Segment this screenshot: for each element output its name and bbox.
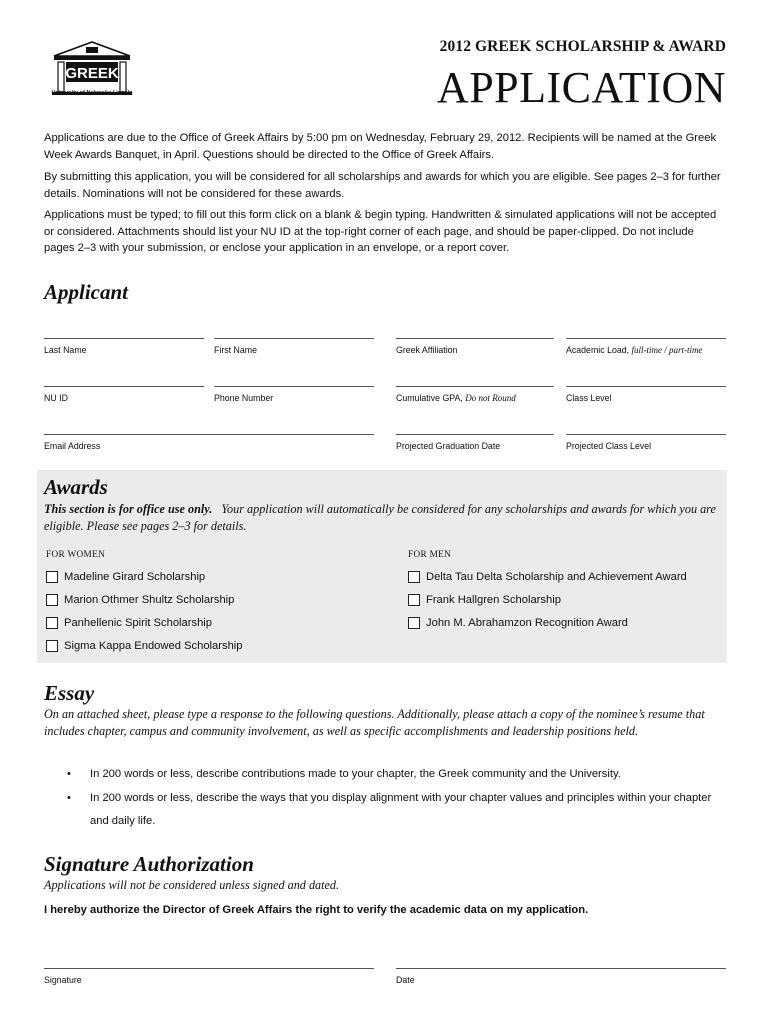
applicant-heading: Applicant [44, 280, 129, 304]
date-label: Date [396, 975, 415, 985]
checkbox[interactable] [46, 617, 58, 629]
award-checkbox-item[interactable]: Madeline Girard Scholarship [46, 571, 205, 583]
for-men-heading: FOR MEN [408, 550, 452, 560]
last-name-label: Last Name [44, 345, 87, 355]
checkbox[interactable] [408, 617, 420, 629]
form-title: APPLICATION [436, 63, 726, 112]
checkbox[interactable] [46, 640, 58, 652]
projected-class-level-field[interactable] [566, 434, 726, 451]
checkbox[interactable] [46, 571, 58, 583]
logo-caption: University of Nebraska-Lincoln [51, 90, 133, 96]
signature-subheading: Applications will not be considered unless signed and dated. [44, 878, 340, 892]
awards-description: This section is for office use only. Your application will automatically be considered for any scholarships and awards for which you are eligible. Please see pages 2–3 for details. [44, 502, 716, 533]
award-checkbox-item[interactable]: Frank Hallgren Scholarship [408, 594, 561, 606]
checkbox[interactable] [46, 594, 58, 606]
email-address-label: Email Address [44, 441, 101, 451]
last-name-field[interactable] [44, 338, 204, 355]
office-use-note: This section is for office use only. [44, 502, 213, 516]
graduation-date-label: Projected Graduation Date [396, 441, 501, 451]
phone-number-label: Phone Number [214, 393, 274, 403]
intro-paragraph-instructions: Applications must be typed; to fill out this form click on a blank & begin typing. Handwritten & simulated applications will not be accepted or considered. Attachments should list your NU ID at the top-right corner of each page, and should be paper-clipped. Do not include pages 2–3 with your submission, or enclose your application in an envelope, or a report cover. [44, 209, 717, 254]
date-field[interactable] [396, 968, 726, 985]
signature-field[interactable] [44, 968, 374, 985]
authorization-statement: I hereby authorize the Director of Greek Affairs the right to verify the academic data on my application. [44, 904, 589, 916]
award-checkbox-item[interactable]: Sigma Kappa Endowed Scholarship [46, 640, 243, 652]
first-name-field[interactable] [214, 338, 374, 355]
signature-heading: Signature Authorization [44, 852, 254, 876]
academic-load-field[interactable] [566, 338, 726, 355]
for-women-heading: FOR WOMEN [46, 550, 106, 560]
class-level-label: Class Level [566, 393, 612, 403]
academic-load-label: Academic Load, full-time / part-time [566, 345, 703, 355]
projected-class-level-label: Projected Class Level [566, 441, 652, 451]
intro-paragraph-deadline: Applications are due to the Office of Greek Affairs by 5:00 pm on Wednesday, February 29, 2012. Recipients will be named at the Greek Week Awards Banquet, in April. Questions should be directed to the Office of Greek Affairs. [44, 132, 717, 161]
award-checkbox-item[interactable]: John M. Abrahamzon Recognition Award [408, 617, 628, 629]
intro-paragraph-eligibility: By submitting this application, you will be considered for all scholarships and awards for which you are eligible. See pages 2–3 for further details. Nominations will not be considered for these awards. [44, 171, 721, 200]
award-checkbox-item[interactable]: Panhellenic Spirit Scholarship [46, 617, 212, 629]
svg-text:GREEK: GREEK [65, 65, 119, 82]
email-address-field[interactable] [44, 434, 374, 451]
nu-id-field[interactable] [44, 386, 204, 403]
greek-affiliation-label: Greek Affiliation [396, 345, 458, 355]
greek-affiliation-field[interactable] [396, 338, 554, 355]
awards-heading: Awards [44, 475, 108, 499]
essay-heading: Essay [44, 681, 95, 705]
checkbox[interactable] [408, 571, 420, 583]
signature-label: Signature [44, 975, 82, 985]
checkbox[interactable] [408, 594, 420, 606]
nu-id-label: NU ID [44, 393, 68, 403]
award-checkbox-item[interactable]: Marion Othmer Shultz Scholarship [46, 594, 234, 606]
awards-section [37, 470, 727, 663]
cumulative-gpa-label: Cumulative GPA, Do not Round [396, 393, 516, 403]
cumulative-gpa-field[interactable] [396, 386, 554, 403]
class-level-field[interactable] [566, 386, 726, 403]
form-subtitle: 2012 GREEK SCHOLARSHIP & AWARD [439, 38, 726, 55]
essay-question-1: • In 200 words or less, describe contributions made to your chapter, the Greek community and the University. [67, 768, 621, 780]
phone-number-field[interactable] [214, 386, 374, 403]
essay-description: On an attached sheet, please type a response to the following questions. Additionally, please attach a copy of the nominee’s resume that includes chapter, campus and community involvement, as well as specific accomplishments and leadership positions held. [44, 707, 705, 738]
first-name-label: First Name [214, 345, 258, 355]
award-checkbox-item[interactable]: Delta Tau Delta Scholarship and Achievement Award [408, 571, 687, 583]
graduation-date-field[interactable] [396, 434, 554, 451]
essay-question-2: • In 200 words or less, describe the ways that you display alignment with your chapter values and principles within your chapter and daily life. [67, 792, 712, 827]
